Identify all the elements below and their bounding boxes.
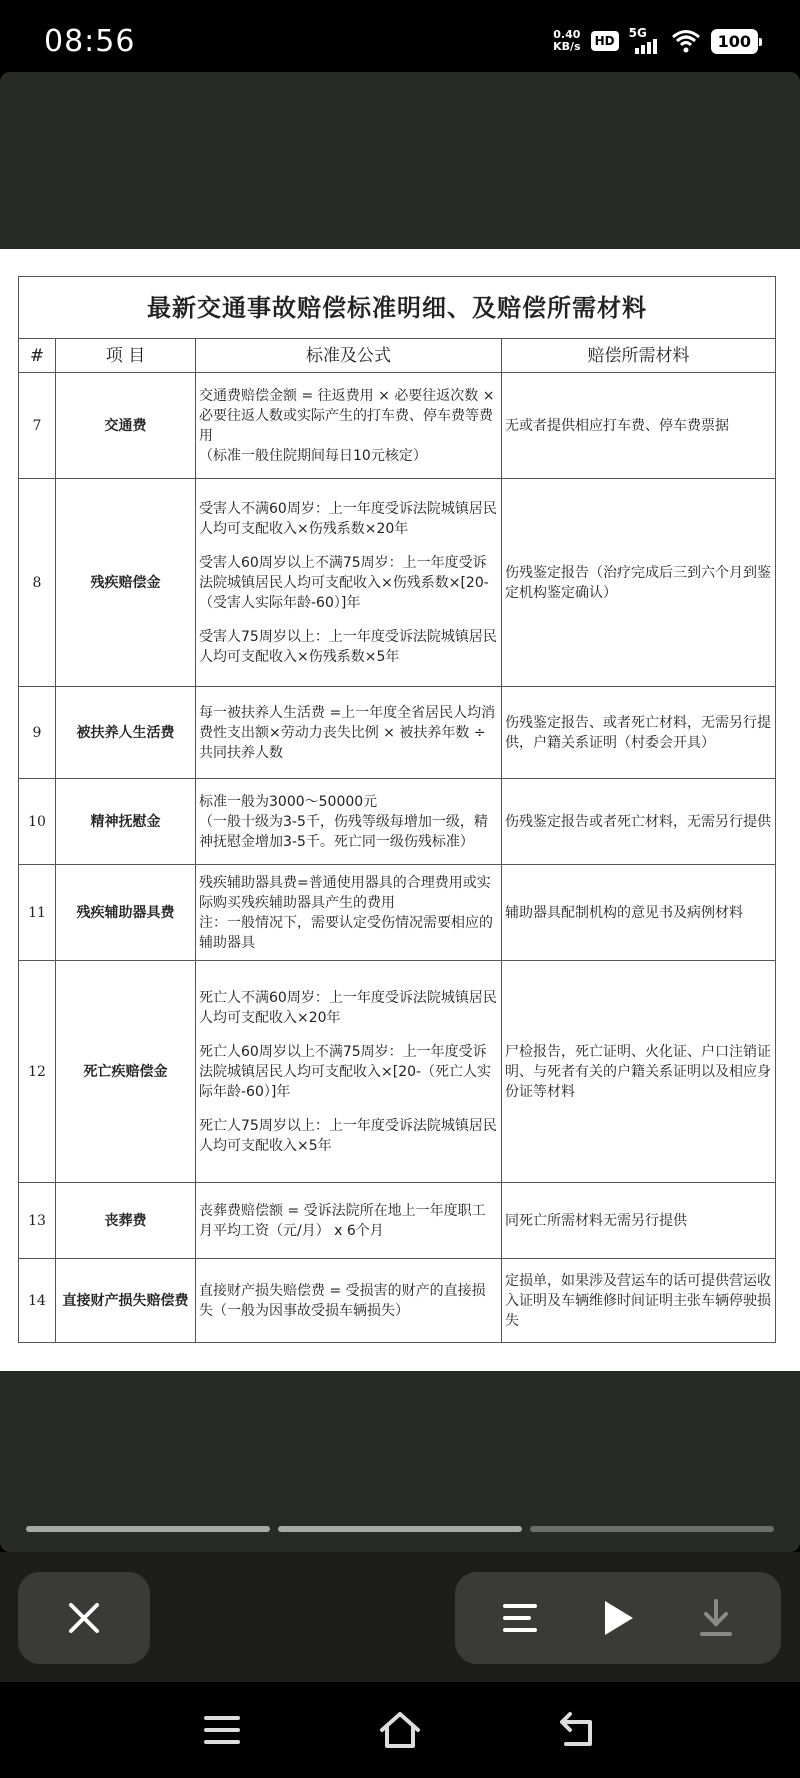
row-item: 精神抚慰金 [56,779,196,865]
table-row [19,373,776,479]
standard-text: 标准一般为3000～50000元 （一般十级为3-5千，伤残等级每增加一级，精神抚慰金增加3-5千。死亡同一级伤残标准） [199,793,488,850]
standard-text: 死亡人60周岁以上不满75周岁：上一年度受诉法院城镇居民人均可支配收入×[20-（死亡人实际年龄-60）]年 [199,1043,492,1100]
row-item: 死亡疾赔偿金 [56,961,196,1183]
standard-text: 死亡人不满60周岁：上一年度受诉法院城镇居民人均可支配收入×20年 [199,989,497,1026]
header-item: 项 目 [56,339,196,373]
status-bar [0,0,800,82]
row-item: 被扶养人生活费 [56,687,196,779]
row-item: 残疾赔偿金 [56,479,196,687]
page-progress-indicator [26,1526,774,1532]
battery-icon: 100 [711,29,758,54]
document-title: 最新交通事故赔偿标准明细、及赔偿所需材料 [19,277,776,339]
network-type: 5G [628,26,647,40]
play-icon [601,1599,635,1637]
signal-icon [629,28,661,54]
row-num: 12 [19,961,56,1183]
download-button[interactable] [691,1593,741,1643]
image-viewer[interactable] [0,72,800,1552]
row-materials: 伤残鉴定报告（治疗完成后三到六个月到鉴定机构鉴定确认） [502,479,776,687]
row-materials: 无或者提供相应打车费、停车费票据 [502,373,776,479]
status-icons [553,28,758,54]
table-row [19,687,776,779]
row-num: 14 [19,1259,56,1343]
standard-text: 每一被扶养人生活费 =上一年度全省居民人均消费性支出额×劳动力丧失比例 × 被扶养年数 ÷ 共同扶养人数 [199,704,496,761]
standard-text: 交通费赔偿金额 = 往返费用 × 必要往返次数 × 必要往返人数或实际产生的打车费、停车费等费用 （标准一般住院期间每日10元核定） [199,387,495,464]
navigation-bar [0,1682,800,1778]
list-button[interactable] [495,1593,545,1643]
row-standard [196,1183,502,1259]
header-num: # [19,339,56,373]
hd-icon: HD [591,31,619,51]
progress-segment [278,1526,522,1532]
network-speed-value: 0.40 [553,28,581,41]
network-speed [553,29,580,53]
table-header-row [19,339,776,373]
compensation-table [18,276,776,1343]
row-standard [196,865,502,961]
row-num: 9 [19,687,56,779]
row-item: 丧葬费 [56,1183,196,1259]
row-standard [196,373,502,479]
row-num: 7 [19,373,56,479]
row-materials: 同死亡所需材料无需另行提供 [502,1183,776,1259]
row-num: 13 [19,1183,56,1259]
row-standard [196,479,502,687]
home-nav-icon[interactable] [378,1708,422,1752]
clock: 08:56 [44,24,136,59]
standard-text: 受害人60周岁以上不满75周岁：上一年度受诉法院城镇居民人均可支配收入×伤残系数×[20-（受害人实际年龄-60）]年 [199,554,489,611]
table-row [19,1259,776,1343]
table-row [19,865,776,961]
row-num: 11 [19,865,56,961]
progress-segment [530,1526,774,1532]
standard-text: 受害人75周岁以上：上一年度受诉法院城镇居民人均可支配收入×伤残系数×5年 [199,628,497,665]
row-num: 10 [19,779,56,865]
row-standard [196,1259,502,1343]
row-materials: 辅助器具配制机构的意见书及病例材料 [502,865,776,961]
table-row [19,779,776,865]
download-icon [699,1599,733,1637]
header-standard: 标准及公式 [196,339,502,373]
row-standard [196,779,502,865]
close-button[interactable] [18,1572,150,1664]
viewer-controls [0,1552,800,1682]
standard-text: 直接财产损失赔偿费 = 受损害的财产的直接损失（一般为因事故受损车辆损失） [199,1282,486,1319]
menu-nav-icon[interactable] [200,1708,244,1752]
wifi-icon [671,29,701,53]
table-row [19,479,776,687]
row-materials: 定损单，如果涉及营运车的话可提供营运收入证明及车辆维修时间证明主张车辆停驶损失 [502,1259,776,1343]
play-button[interactable] [593,1593,643,1643]
action-button-group [455,1572,781,1664]
standard-text: 受害人不满60周岁：上一年度受诉法院城镇居民人均可支配收入×伤残系数×20年 [199,500,497,537]
row-item: 交通费 [56,373,196,479]
row-materials: 伤残鉴定报告、或者死亡材料，无需另行提供，户籍关系证明（村委会开具） [502,687,776,779]
network-speed-unit: KB/s [553,40,581,53]
back-nav-icon[interactable] [556,1708,600,1752]
row-standard [196,961,502,1183]
progress-segment [26,1526,270,1532]
document-image[interactable] [0,249,800,1371]
row-num: 8 [19,479,56,687]
table-row [19,961,776,1183]
standard-text: 死亡人75周岁以上：上一年度受诉法院城镇居民人均可支配收入×5年 [199,1117,497,1154]
close-icon [66,1600,102,1636]
standard-text: 丧葬费赔偿额 = 受诉法院所在地上一年度职工月平均工资（元/月） x 6个月 [199,1202,486,1239]
list-icon [502,1602,538,1634]
row-materials: 尸检报告，死亡证明、火化证、户口注销证明、与死者有关的户籍关系证明以及相应身份证等材料 [502,961,776,1183]
row-standard [196,687,502,779]
row-item: 残疾辅助器具费 [56,865,196,961]
standard-text: 残疾辅助器具费=普通使用器具的合理费用或实际购买残疾辅助器具产生的费用 注：一般情况下，需要认定受伤情况需要相应的辅助器具 [199,874,493,951]
table-row [19,1183,776,1259]
row-item: 直接财产损失赔偿费 [56,1259,196,1343]
header-materials: 赔偿所需材料 [502,339,776,373]
row-materials: 伤残鉴定报告或者死亡材料，无需另行提供 [502,779,776,865]
